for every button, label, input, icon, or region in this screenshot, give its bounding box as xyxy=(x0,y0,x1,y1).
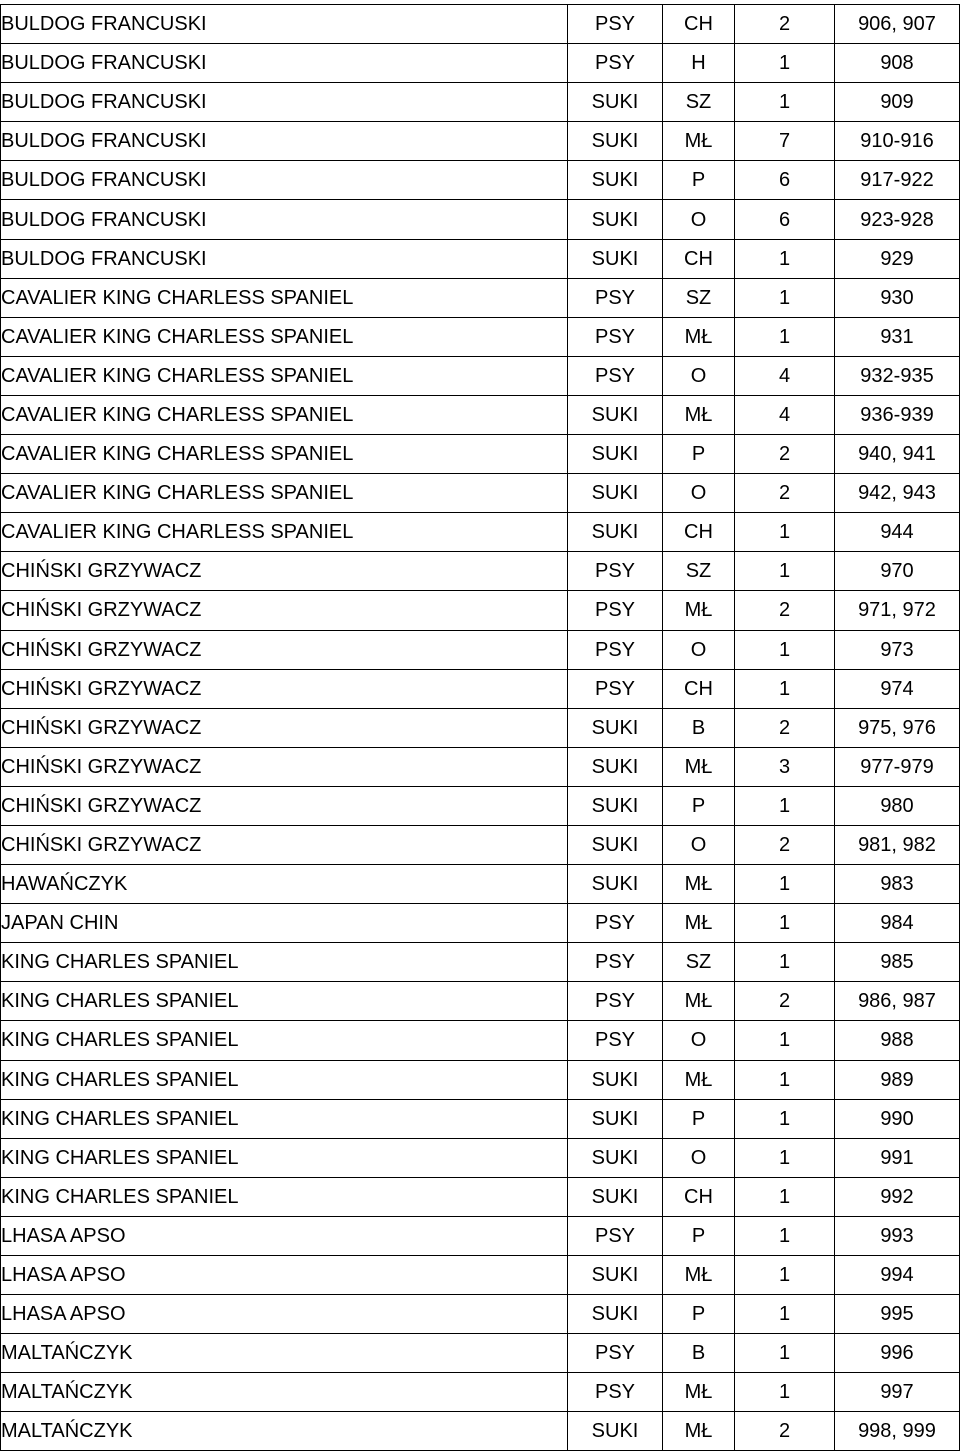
class-cell: O xyxy=(663,1138,735,1177)
class-cell: CH xyxy=(663,5,735,44)
class-cell: CH xyxy=(663,239,735,278)
count-cell: 1 xyxy=(735,1060,835,1099)
breed-cell: MALTAŃCZYK xyxy=(1,1334,568,1373)
sex-cell: SUKI xyxy=(568,83,663,122)
catalog-numbers-cell: 994 xyxy=(835,1256,960,1295)
class-cell: P xyxy=(663,1099,735,1138)
table-row xyxy=(1,552,960,591)
sex-cell: SUKI xyxy=(568,200,663,239)
table-row xyxy=(1,1256,960,1295)
count-cell: 1 xyxy=(735,1256,835,1295)
breed-cell: CAVALIER KING CHARLESS SPANIEL xyxy=(1,356,568,395)
count-cell: 1 xyxy=(735,1373,835,1412)
table-row xyxy=(1,1216,960,1255)
breed-cell: CAVALIER KING CHARLESS SPANIEL xyxy=(1,513,568,552)
sex-cell: SUKI xyxy=(568,1412,663,1451)
table-row xyxy=(1,1060,960,1099)
catalog-numbers-cell: 996 xyxy=(835,1334,960,1373)
sex-cell: SUKI xyxy=(568,786,663,825)
catalog-numbers-cell: 944 xyxy=(835,513,960,552)
sex-cell: PSY xyxy=(568,669,663,708)
sex-cell: SUKI xyxy=(568,1256,663,1295)
sex-cell: PSY xyxy=(568,1021,663,1060)
table-row xyxy=(1,239,960,278)
table-row xyxy=(1,904,960,943)
count-cell: 1 xyxy=(735,1177,835,1216)
count-cell: 1 xyxy=(735,1334,835,1373)
sex-cell: PSY xyxy=(568,943,663,982)
table-row xyxy=(1,943,960,982)
count-cell: 1 xyxy=(735,552,835,591)
sex-cell: SUKI xyxy=(568,1099,663,1138)
class-cell: SZ xyxy=(663,83,735,122)
class-cell: MŁ xyxy=(663,1060,735,1099)
table-row xyxy=(1,474,960,513)
class-cell: MŁ xyxy=(663,904,735,943)
count-cell: 2 xyxy=(735,591,835,630)
sex-cell: PSY xyxy=(568,5,663,44)
catalog-numbers-cell: 940, 941 xyxy=(835,435,960,474)
catalog-numbers-cell: 929 xyxy=(835,239,960,278)
catalog-numbers-cell: 990 xyxy=(835,1099,960,1138)
catalog-numbers-cell: 942, 943 xyxy=(835,474,960,513)
breed-cell: BULDOG FRANCUSKI xyxy=(1,122,568,161)
sex-cell: SUKI xyxy=(568,708,663,747)
catalog-numbers-cell: 906, 907 xyxy=(835,5,960,44)
catalog-numbers-cell: 974 xyxy=(835,669,960,708)
class-cell: P xyxy=(663,1295,735,1334)
breed-cell: BULDOG FRANCUSKI xyxy=(1,44,568,83)
class-cell: MŁ xyxy=(663,395,735,434)
class-cell: MŁ xyxy=(663,1412,735,1451)
count-cell: 2 xyxy=(735,5,835,44)
breed-cell: CHIŃSKI GRZYWACZ xyxy=(1,669,568,708)
breed-cell: CAVALIER KING CHARLESS SPANIEL xyxy=(1,278,568,317)
count-cell: 2 xyxy=(735,1412,835,1451)
sex-cell: PSY xyxy=(568,278,663,317)
count-cell: 3 xyxy=(735,747,835,786)
sex-cell: PSY xyxy=(568,1334,663,1373)
sex-cell: SUKI xyxy=(568,825,663,864)
class-cell: B xyxy=(663,708,735,747)
sex-cell: PSY xyxy=(568,317,663,356)
sex-cell: SUKI xyxy=(568,1295,663,1334)
catalog-numbers-cell: 970 xyxy=(835,552,960,591)
breed-cell: CAVALIER KING CHARLESS SPANIEL xyxy=(1,317,568,356)
table-row xyxy=(1,1177,960,1216)
class-cell: MŁ xyxy=(663,122,735,161)
table-row xyxy=(1,83,960,122)
count-cell: 1 xyxy=(735,317,835,356)
catalog-numbers-cell: 908 xyxy=(835,44,960,83)
sex-cell: PSY xyxy=(568,1373,663,1412)
catalog-numbers-cell: 923-928 xyxy=(835,200,960,239)
count-cell: 1 xyxy=(735,865,835,904)
count-cell: 1 xyxy=(735,786,835,825)
table-row xyxy=(1,122,960,161)
catalog-numbers-cell: 975, 976 xyxy=(835,708,960,747)
class-cell: MŁ xyxy=(663,1373,735,1412)
count-cell: 1 xyxy=(735,1021,835,1060)
breed-cell: CHIŃSKI GRZYWACZ xyxy=(1,747,568,786)
breed-cell: CHIŃSKI GRZYWACZ xyxy=(1,630,568,669)
entries-table xyxy=(0,4,960,1451)
catalog-numbers-cell: 973 xyxy=(835,630,960,669)
table-row xyxy=(1,982,960,1021)
breed-cell: BULDOG FRANCUSKI xyxy=(1,83,568,122)
catalog-numbers-cell: 981, 982 xyxy=(835,825,960,864)
table-row xyxy=(1,865,960,904)
table-row xyxy=(1,1021,960,1060)
count-cell: 1 xyxy=(735,44,835,83)
breed-cell: BULDOG FRANCUSKI xyxy=(1,161,568,200)
class-cell: O xyxy=(663,630,735,669)
catalog-numbers-cell: 977-979 xyxy=(835,747,960,786)
breed-cell: BULDOG FRANCUSKI xyxy=(1,239,568,278)
breed-cell: CAVALIER KING CHARLESS SPANIEL xyxy=(1,395,568,434)
count-cell: 1 xyxy=(735,943,835,982)
catalog-numbers-cell: 998, 999 xyxy=(835,1412,960,1451)
catalog-numbers-cell: 985 xyxy=(835,943,960,982)
breed-cell: CHIŃSKI GRZYWACZ xyxy=(1,786,568,825)
class-cell: MŁ xyxy=(663,865,735,904)
count-cell: 4 xyxy=(735,356,835,395)
table-row xyxy=(1,1295,960,1334)
table-row xyxy=(1,1412,960,1451)
breed-cell: MALTAŃCZYK xyxy=(1,1373,568,1412)
catalog-numbers-cell: 936-939 xyxy=(835,395,960,434)
catalog-numbers-cell: 991 xyxy=(835,1138,960,1177)
count-cell: 2 xyxy=(735,982,835,1021)
catalog-numbers-cell: 986, 987 xyxy=(835,982,960,1021)
class-cell: SZ xyxy=(663,552,735,591)
class-cell: SZ xyxy=(663,943,735,982)
breed-cell: KING CHARLES SPANIEL xyxy=(1,1060,568,1099)
catalog-numbers-cell: 989 xyxy=(835,1060,960,1099)
class-cell: MŁ xyxy=(663,591,735,630)
breed-cell: LHASA APSO xyxy=(1,1295,568,1334)
breed-cell: LHASA APSO xyxy=(1,1216,568,1255)
entries-table-body xyxy=(1,5,960,1451)
count-cell: 2 xyxy=(735,825,835,864)
catalog-numbers-cell: 988 xyxy=(835,1021,960,1060)
class-cell: O xyxy=(663,474,735,513)
table-row xyxy=(1,1373,960,1412)
table-row xyxy=(1,161,960,200)
table-row xyxy=(1,200,960,239)
breed-cell: BULDOG FRANCUSKI xyxy=(1,200,568,239)
table-row xyxy=(1,356,960,395)
breed-cell: KING CHARLES SPANIEL xyxy=(1,982,568,1021)
count-cell: 2 xyxy=(735,474,835,513)
class-cell: P xyxy=(663,161,735,200)
table-row xyxy=(1,1138,960,1177)
count-cell: 1 xyxy=(735,630,835,669)
sex-cell: PSY xyxy=(568,356,663,395)
class-cell: MŁ xyxy=(663,317,735,356)
table-row xyxy=(1,435,960,474)
sex-cell: PSY xyxy=(568,630,663,669)
breed-cell: CAVALIER KING CHARLESS SPANIEL xyxy=(1,474,568,513)
table-row xyxy=(1,1334,960,1373)
catalog-numbers-cell: 993 xyxy=(835,1216,960,1255)
class-cell: P xyxy=(663,1216,735,1255)
catalog-numbers-cell: 983 xyxy=(835,865,960,904)
breed-cell: CAVALIER KING CHARLESS SPANIEL xyxy=(1,435,568,474)
sex-cell: PSY xyxy=(568,1216,663,1255)
table-row xyxy=(1,44,960,83)
count-cell: 6 xyxy=(735,200,835,239)
sex-cell: SUKI xyxy=(568,161,663,200)
count-cell: 7 xyxy=(735,122,835,161)
catalog-numbers-cell: 931 xyxy=(835,317,960,356)
class-cell: B xyxy=(663,1334,735,1373)
catalog-numbers-cell: 995 xyxy=(835,1295,960,1334)
class-cell: CH xyxy=(663,513,735,552)
sex-cell: SUKI xyxy=(568,1177,663,1216)
table-row xyxy=(1,669,960,708)
class-cell: O xyxy=(663,1021,735,1060)
table-row xyxy=(1,630,960,669)
sex-cell: SUKI xyxy=(568,1138,663,1177)
table-row xyxy=(1,708,960,747)
catalog-numbers-cell: 997 xyxy=(835,1373,960,1412)
class-cell: MŁ xyxy=(663,982,735,1021)
table-row xyxy=(1,747,960,786)
table-row xyxy=(1,591,960,630)
sex-cell: SUKI xyxy=(568,122,663,161)
breed-cell: CHIŃSKI GRZYWACZ xyxy=(1,591,568,630)
breed-cell: MALTAŃCZYK xyxy=(1,1412,568,1451)
count-cell: 1 xyxy=(735,1099,835,1138)
class-cell: O xyxy=(663,356,735,395)
count-cell: 1 xyxy=(735,83,835,122)
count-cell: 1 xyxy=(735,1216,835,1255)
class-cell: H xyxy=(663,44,735,83)
class-cell: MŁ xyxy=(663,1256,735,1295)
sex-cell: PSY xyxy=(568,904,663,943)
catalog-numbers-cell: 971, 972 xyxy=(835,591,960,630)
table-row xyxy=(1,513,960,552)
sex-cell: PSY xyxy=(568,44,663,83)
breed-cell: KING CHARLES SPANIEL xyxy=(1,1099,568,1138)
breed-cell: BULDOG FRANCUSKI xyxy=(1,5,568,44)
count-cell: 1 xyxy=(735,239,835,278)
sex-cell: SUKI xyxy=(568,474,663,513)
count-cell: 1 xyxy=(735,513,835,552)
count-cell: 1 xyxy=(735,1138,835,1177)
count-cell: 1 xyxy=(735,669,835,708)
class-cell: MŁ xyxy=(663,747,735,786)
table-row xyxy=(1,5,960,44)
breed-cell: CHIŃSKI GRZYWACZ xyxy=(1,708,568,747)
breed-cell: KING CHARLES SPANIEL xyxy=(1,1021,568,1060)
catalog-numbers-cell: 984 xyxy=(835,904,960,943)
count-cell: 1 xyxy=(735,904,835,943)
catalog-numbers-cell: 930 xyxy=(835,278,960,317)
table-row xyxy=(1,317,960,356)
table-row xyxy=(1,825,960,864)
breed-cell: KING CHARLES SPANIEL xyxy=(1,943,568,982)
breed-cell: CHIŃSKI GRZYWACZ xyxy=(1,825,568,864)
class-cell: P xyxy=(663,435,735,474)
table-row xyxy=(1,278,960,317)
count-cell: 2 xyxy=(735,435,835,474)
table-row xyxy=(1,786,960,825)
sex-cell: PSY xyxy=(568,552,663,591)
class-cell: O xyxy=(663,825,735,864)
sex-cell: SUKI xyxy=(568,239,663,278)
breed-cell: JAPAN CHIN xyxy=(1,904,568,943)
catalog-numbers-cell: 980 xyxy=(835,786,960,825)
count-cell: 4 xyxy=(735,395,835,434)
breed-cell: HAWAŃCZYK xyxy=(1,865,568,904)
catalog-numbers-cell: 992 xyxy=(835,1177,960,1216)
sex-cell: SUKI xyxy=(568,435,663,474)
class-cell: P xyxy=(663,786,735,825)
breed-cell: CHIŃSKI GRZYWACZ xyxy=(1,552,568,591)
table-row xyxy=(1,395,960,434)
class-cell: SZ xyxy=(663,278,735,317)
sex-cell: SUKI xyxy=(568,395,663,434)
sex-cell: PSY xyxy=(568,982,663,1021)
breed-cell: LHASA APSO xyxy=(1,1256,568,1295)
catalog-numbers-cell: 917-922 xyxy=(835,161,960,200)
class-cell: CH xyxy=(663,1177,735,1216)
breed-cell: KING CHARLES SPANIEL xyxy=(1,1177,568,1216)
count-cell: 1 xyxy=(735,1295,835,1334)
sex-cell: PSY xyxy=(568,591,663,630)
catalog-numbers-cell: 932-935 xyxy=(835,356,960,395)
table-row xyxy=(1,1099,960,1138)
class-cell: CH xyxy=(663,669,735,708)
sex-cell: SUKI xyxy=(568,1060,663,1099)
count-cell: 6 xyxy=(735,161,835,200)
sex-cell: SUKI xyxy=(568,747,663,786)
count-cell: 1 xyxy=(735,278,835,317)
sex-cell: SUKI xyxy=(568,513,663,552)
class-cell: O xyxy=(663,200,735,239)
sex-cell: SUKI xyxy=(568,865,663,904)
catalog-numbers-cell: 910-916 xyxy=(835,122,960,161)
breed-cell: KING CHARLES SPANIEL xyxy=(1,1138,568,1177)
count-cell: 2 xyxy=(735,708,835,747)
catalog-numbers-cell: 909 xyxy=(835,83,960,122)
